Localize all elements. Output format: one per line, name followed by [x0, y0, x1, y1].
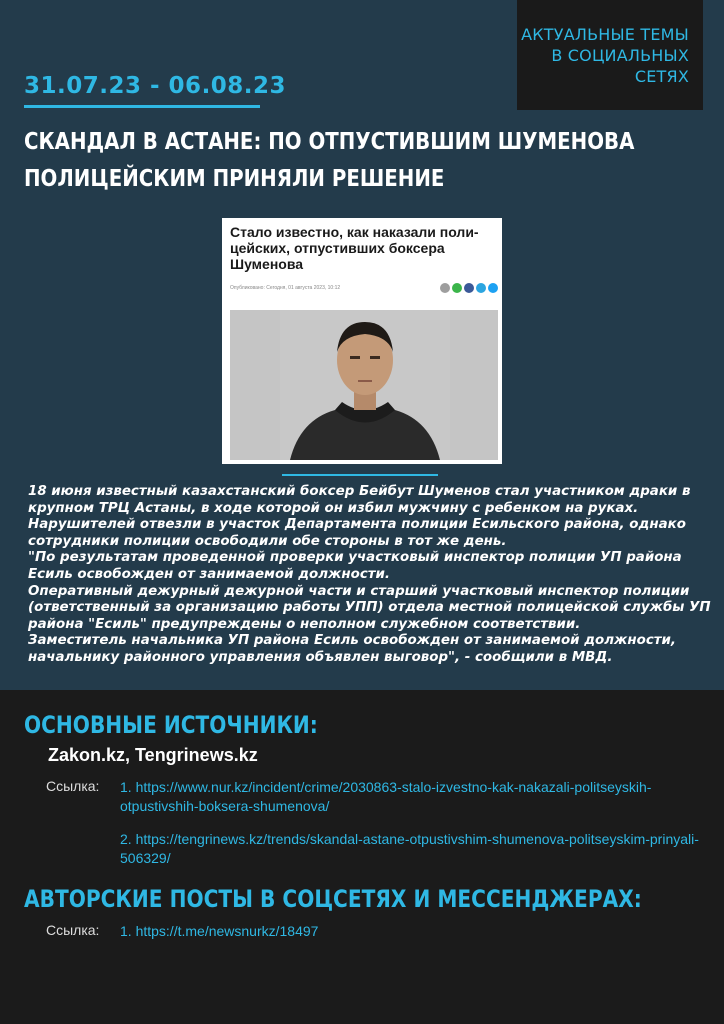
twitter-icon[interactable]	[488, 283, 498, 293]
article-screenshot	[222, 218, 502, 464]
sources-list: Zakon.kz, Tengrinews.kz	[48, 745, 258, 765]
headline	[24, 124, 660, 198]
topic-badge-text: АКТУАЛЬНЫЕ ТЕМЫ В СОЦИАЛЬНЫХ СЕТЯХ	[521, 24, 689, 86]
article-meta: Опубликовано: Сегодня, 01 августа 2023, 10:12	[230, 285, 341, 291]
share-icons	[440, 283, 498, 293]
date-underline	[24, 105, 260, 108]
separator-line	[282, 474, 438, 476]
body-paragraph: 18 июня известный казахстанский боксер Бейбут Шуменов стал участником драки в крупном ТРЦ Астаны, в ходе которой он избил мужчину с ребенком на руках. Нарушителей отвезли в участок Департамента полиции Есильского района, однако сотрудники полиции освободили обе стороны в тот же день.	[28, 484, 691, 549]
person-portrait-image	[280, 310, 450, 460]
article-meta-row	[230, 283, 498, 295]
sources-title: ОСНОВНЫЕ ИСТОЧНИКИ:	[24, 711, 318, 739]
topic-badge	[517, 0, 703, 110]
body-paragraph: Оперативный дежурный дежурной части и старший участковый инспектор полиции (ответственный за организацию работы УПП) отдела местной полицейской службы УП района "Есиль" предупреждены о неполном служебном соответствии.	[28, 583, 711, 632]
source-link-1[interactable]: 1. https://www.nur.kz/incident/crime/2030863-stalo-izvestno-kak-nakazali-politseyskih-otpustivshih-boksera-shumenova/	[120, 779, 652, 814]
article-photo	[230, 310, 498, 460]
posts-title: АВТОРСКИЕ ПОСТЫ В СОЦСЕТЯХ И МЕССЕНДЖЕРАХ:	[24, 885, 642, 913]
article-body	[28, 484, 718, 667]
whatsapp-icon[interactable]	[452, 283, 462, 293]
article-title: Стало известно, как наказали поли-цейских, отпустивших боксера Шуменова	[230, 224, 479, 272]
date-range: 31.07.23 - 06.08.23	[24, 73, 287, 99]
link-share-icon[interactable]	[440, 283, 450, 293]
posts-link-label: Ссылка:	[46, 922, 100, 938]
post-link-1[interactable]: 1. https://t.me/newsnurkz/18497	[120, 923, 319, 939]
headline-line-1: СКАНДАЛ В АСТАНЕ: ПО ОТПУСТИВШИМ ШУМЕНОВА	[24, 129, 635, 155]
body-paragraph: Заместитель начальника УП района Есиль освобожден от занимаемой должности, начальнику районного управления объявлен выговор", - сообщили в МВД.	[28, 633, 676, 665]
source-link-2[interactable]: 2. https://tengrinews.kz/trends/skandal-astane-otpustivshim-shumenova-politseyskim-prinyali-506329/	[120, 831, 699, 866]
facebook-icon[interactable]	[464, 283, 474, 293]
headline-line-2: ПОЛИЦЕЙСКИМ ПРИНЯЛИ РЕШЕНИЕ	[24, 166, 445, 192]
link-label: Ссылка:	[46, 778, 100, 794]
telegram-icon[interactable]	[476, 283, 486, 293]
body-paragraph: "По результатам проведенной проверки участковый инспектор полиции УП района Есиль освобожден от занимаемой должности.	[28, 550, 682, 582]
